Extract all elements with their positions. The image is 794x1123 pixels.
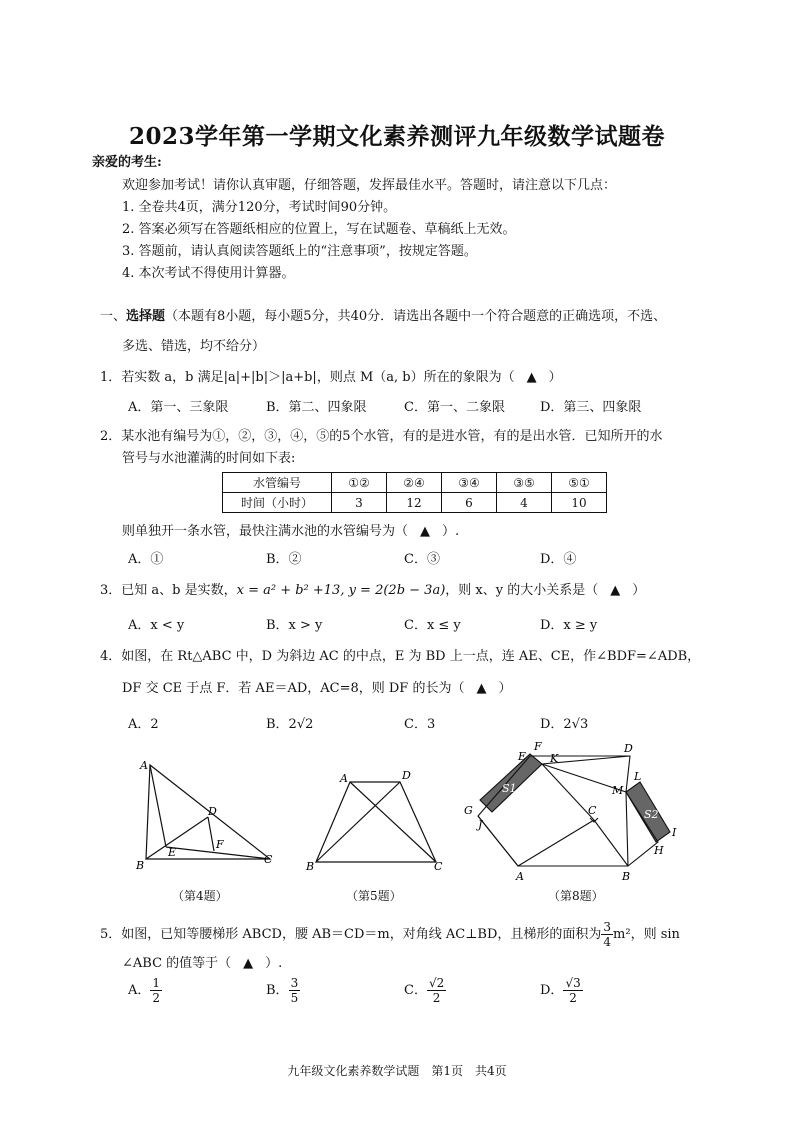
- answer-blank: ▲: [420, 524, 431, 539]
- table-cell: 水管编号: [223, 473, 332, 493]
- section-instructions-line2: 多选、错选，均不给分）: [122, 339, 266, 354]
- fraction-numerator: 3: [603, 920, 612, 934]
- fig4-label: E: [168, 846, 177, 859]
- answer-blank: ▲: [526, 370, 537, 385]
- question-3-text: 3．已知 a、b 是实数，: [100, 583, 237, 598]
- fig8-label: L: [634, 770, 642, 783]
- fig8-label: J: [478, 818, 483, 831]
- question-2-line3: [122, 523, 459, 541]
- fig8-label: B: [622, 870, 631, 883]
- fraction-denominator: 2: [152, 991, 161, 1005]
- question-4-text: DF 交 CE 于点 F．若 AE＝AD，AC=8，则 DF 的长为（: [122, 681, 465, 696]
- notice-item: 4. 本次考试不得使用计算器。: [122, 266, 295, 281]
- question-5-text3: ∠ABC 的值等于（: [122, 956, 232, 971]
- table-row: [223, 493, 607, 513]
- section-instructions: （本题有8小题，每小题5分，共40分．请选出各题中一个符合题意的正确选项，不选、: [165, 309, 667, 324]
- fig8-label: K: [550, 752, 559, 765]
- notice-intro: 欢迎参加考试！请你认真审题，仔细答题，发挥最佳水平。答题时，请注意以下几点：: [122, 178, 617, 193]
- question-5-text: 5．如图，已知等腰梯形 ABCD，腰 AB＝CD＝m，对角线 AC⊥BD，且梯形的面积为: [100, 927, 602, 942]
- fig4-label: C: [264, 853, 273, 866]
- question-1-text: 1．若实数 a，b 满足|a|+|b|＞|a+b|，则点 M（a, b）所在的象限为（: [100, 370, 515, 385]
- option-a: A．第一、三象限: [128, 400, 229, 415]
- fig4-label: A: [140, 759, 148, 772]
- fig8-label: M: [612, 784, 624, 797]
- fig5-label: A: [340, 772, 348, 785]
- table-cell: 6: [442, 493, 497, 513]
- option-d: D．2√3: [540, 717, 589, 732]
- question-2-text: 则单独开一条水管，最快注满水池的水管编号为（: [122, 524, 409, 539]
- answer-blank: ▲: [476, 681, 487, 696]
- answer-blank: ▲: [243, 956, 254, 971]
- fig5-label: B: [306, 860, 315, 873]
- question-3-text2: ，则 x、y 的大小关系是（: [445, 583, 599, 598]
- fraction-denominator: 2: [432, 991, 441, 1005]
- option-b: B．②: [266, 552, 302, 567]
- table-cell: 12: [387, 493, 442, 513]
- section-title: 选择题: [126, 309, 166, 324]
- option-a: A．x < y: [128, 618, 185, 633]
- question-3-close: ）: [632, 583, 646, 598]
- fig8-label: C: [588, 804, 597, 817]
- option-d: D．第三、四象限: [540, 400, 642, 415]
- option-a: A．①: [128, 552, 164, 567]
- option-c: C．第一、二象限: [404, 400, 505, 415]
- question-1-close: ）: [548, 370, 562, 385]
- option-a: [128, 976, 162, 1005]
- table-cell: 时间（小时）: [223, 493, 332, 513]
- fig4-label: B: [136, 859, 145, 872]
- question-1-stem: [100, 369, 562, 387]
- question-5-line1: [100, 920, 680, 949]
- fraction: [601, 920, 613, 949]
- option-letter: C．: [404, 983, 427, 998]
- answer-blank: ▲: [610, 583, 621, 598]
- question-5-close: ）.: [265, 956, 283, 971]
- table-cell: ③⑤: [497, 473, 552, 493]
- option-a: A．2: [128, 717, 159, 732]
- table-cell: ②④: [387, 473, 442, 493]
- fraction: [563, 976, 582, 1005]
- fig8-label: F: [534, 740, 542, 753]
- fraction-denominator: 5: [290, 991, 299, 1005]
- option-d: [540, 976, 583, 1005]
- question-4-close: ）: [498, 681, 512, 696]
- notice-greeting: 亲爱的考生:: [92, 155, 162, 170]
- figure-5-caption: （第5题）: [346, 889, 402, 903]
- question-3-stem: [100, 582, 645, 600]
- figure-4-caption: （第4题）: [172, 889, 228, 903]
- page-footer: 九年级文化素养数学试题 第1页 共4页: [287, 1064, 507, 1078]
- fig8-label: S1: [502, 782, 517, 795]
- question-5-text2: m²，则 sin: [613, 927, 680, 942]
- option-b: B．x > y: [266, 618, 323, 633]
- table-cell: 3: [332, 493, 387, 513]
- fig5-label: D: [402, 769, 411, 782]
- table-header-row: [223, 473, 607, 493]
- fig8-label: D: [624, 742, 633, 755]
- fraction-denominator: 2: [569, 991, 577, 1005]
- question-4-line1: 4．如图，在 Rt△ABC 中，D 为斜边 AC 的中点，E 为 BD 上一点，连 AE、CE，作∠BDF=∠ADB，: [100, 649, 701, 664]
- option-c: C．x ≤ y: [404, 618, 461, 633]
- fig8-label: E: [518, 750, 527, 763]
- option-d: D．④: [540, 552, 577, 567]
- option-letter: B．: [266, 983, 289, 998]
- option-b: [266, 976, 300, 1005]
- fig4-label: F: [216, 838, 224, 851]
- fraction-numerator: √2: [428, 976, 445, 990]
- section-number: 一、: [100, 309, 127, 324]
- question-2-close: ）.: [442, 524, 460, 539]
- figure-8: [458, 738, 688, 886]
- option-c: C．③: [404, 552, 440, 567]
- fraction-numerator: 1: [152, 976, 161, 990]
- section-heading: [100, 308, 666, 326]
- pipe-time-table: [222, 472, 607, 513]
- question-2-line1: 2．某水池有编号为①，②，③，④，⑤的5个水管，有的是进水管，有的是出水管．已知所开的水: [100, 429, 663, 444]
- figure-8-caption: （第8题）: [548, 889, 604, 903]
- notice-item: 3. 答题前，请认真阅读答题纸上的“注意事项”，按规定答题。: [122, 244, 477, 259]
- fraction: [427, 976, 446, 1005]
- fraction: [150, 976, 162, 1005]
- notice-item: 2. 答案必须写在答题纸相应的位置上，写在试题卷、草稿纸上无效。: [122, 222, 516, 237]
- question-3-formula: x = a² + b² +13, y = 2(2b − 3a): [236, 583, 446, 598]
- question-5-line2: [122, 955, 282, 973]
- fig8-label: G: [464, 804, 473, 817]
- option-d: D．x ≥ y: [540, 618, 598, 633]
- fraction-numerator: √3: [565, 976, 581, 990]
- fig8-label: I: [672, 826, 677, 839]
- fig5-label: C: [434, 860, 443, 873]
- fraction-numerator: 3: [290, 976, 299, 990]
- fraction-denominator: 4: [603, 935, 612, 949]
- option-c: C．3: [404, 717, 436, 732]
- option-b: B．2√2: [266, 717, 314, 732]
- fig8-label: A: [516, 870, 524, 883]
- option-c: [404, 976, 446, 1005]
- fraction: [289, 976, 301, 1005]
- fig8-label: H: [654, 844, 664, 857]
- fig8-label: S2: [644, 808, 659, 821]
- notice-item: 1. 全卷共4页，满分120分，考试时间90分钟。: [122, 200, 397, 215]
- page-title: 2023学年第一学期文化素养测评九年级数学试题卷: [128, 123, 665, 150]
- table-cell: 4: [497, 493, 552, 513]
- table-cell: 10: [552, 493, 607, 513]
- option-b: B．第二、四象限: [266, 400, 367, 415]
- figure-4: [130, 755, 290, 875]
- fig4-label: D: [208, 805, 217, 818]
- figure-5: [302, 766, 452, 878]
- option-letter: A．: [128, 983, 151, 998]
- question-4-line2: [122, 680, 511, 698]
- table-cell: ⑤①: [552, 473, 607, 493]
- table-cell: ①②: [332, 473, 387, 493]
- question-2-line2: 管号与水池灌满的时间如下表:: [122, 451, 296, 466]
- option-letter: D．: [540, 983, 564, 998]
- table-cell: ③④: [442, 473, 497, 493]
